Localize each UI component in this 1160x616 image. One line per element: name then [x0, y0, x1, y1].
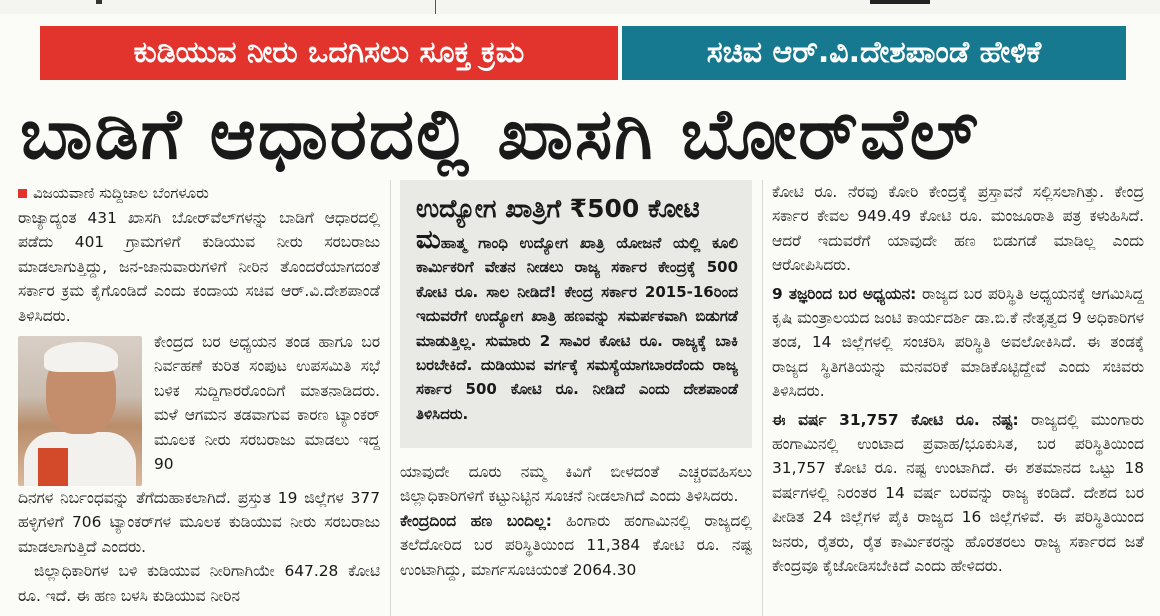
paragraph — [400, 509, 752, 582]
previous-page-strip — [0, 0, 1160, 14]
paragraph: ಜಿಲ್ಲಾಧಿಕಾರಿಗಳ ಬಳಿ ಕುಡಿಯುವ ನೀರಿಗಾಗಿಯೇ 647.28 ಕೋಟಿ ರೂ. ಇದೆ. ಈ ಹಣ ಬಳಸಿ ಕುಡಿಯುವ ನೀರಿನ — [18, 562, 380, 605]
column-rule — [435, 0, 436, 14]
byline — [18, 180, 380, 206]
column-divider — [390, 180, 391, 616]
subheading: ಈ ವರ್ಷ 31,757 ಕೋಟಿ ರೂ. ನಷ್ಟ: — [772, 410, 1019, 429]
strip-mark — [96, 0, 102, 4]
box-text — [416, 225, 739, 426]
box-title: ಉದ್ಯೋಗ ಖಾತ್ರಿಗೆ ₹500 ಕೋಟಿ — [416, 194, 700, 223]
bullet-square-icon — [18, 189, 27, 198]
paragraph-body: ರಾಜ್ಯದ ಬರ ಪರಿಸ್ಥಿತಿ ಅಧ್ಯಯನಕ್ಕೆ ಆಗಮಿಸಿದ್ದ ಕೃಷಿ ಮಂತ್ರಾಲಯದ ಜಂಟಿ ಕಾರ್ಯದರ್ಶಿ ಡಾ.ಬಿ.ಕೆ ನೇತೃತ್ವದ 9 ಅಧಿಕಾರಿಗಳ ತಂಡ, 14 ಜಿಲ್ಲೆಗಳಲ್ಲಿ ಸಂಚರಿಸಿ ಪರಿಸ್ಥಿತಿ ಅವಲೋಕಿಸಿದೆ. ಈ ತಂಡಕ್ಕೆ ರಾಜ್ಯದ ಸ್ಥಿತಿಗತಿಯನ್ನು ಮನವರಿಕೆ ಮಾಡಿಕೊಟ್ಟಿದ್ದೇವೆ ಎಂದು ಸಚಿವರು ತಿಳಿಸಿದರು. — [772, 284, 1144, 401]
paragraph: ದಿನಗಳ ನಿರ್ಬಂಧವನ್ನು ತೆಗೆದುಹಾಕಲಾಗಿದೆ. ಪ್ರಸ್ತುತ 19 ಜಿಲ್ಲೆಗಳ 377 ಹಳ್ಳಿಗಳಿಗೆ 706 ಟ್ಯಾಂಕರ್‌ಗಳ ಮೂಲಕ ಕುಡಿಯುವ ನೀರು ಸರಬರಾಜು ಮಾಡಲಾಗುತ್ತಿದೆ ಎಂದರು. — [18, 489, 380, 556]
photo-scarf — [38, 448, 68, 486]
byline-text: ವಿಜಯವಾಣಿ ಸುದ್ದಿಜಾಲ ಬೆಂಗಳೂರು — [33, 183, 209, 202]
column-1 — [18, 180, 380, 608]
paragraph — [772, 282, 1144, 404]
box-body: ಹಾತ್ಮ ಗಾಂಧಿ ಉದ್ಯೋಗ ಖಾತ್ರಿ ಯೋಜನೆ ಯಲ್ಲಿ ಕೂಲಿ ಕಾರ್ಮಿಕರಿಗೆ ವೇತನ ನೀಡಲು ರಾಜ್ಯ ಸರ್ಕಾರ ಕೇಂದ್ರಕ್ಕೆ 500 ಕೋಟಿ ರೂ. ಸಾಲ ನೀಡಿದೆ! ಕೇಂದ್ರ ಸರ್ಕಾರ 2015-16ರಿಂದ ಇದುವರೆಗೆ ಉದ್ಯೋಗ ಖಾತ್ರಿ ಹಣವನ್ನು ಸಮರ್ಪಕವಾಗಿ ಬಿಡುಗಡೆ ಮಾಡುತ್ತಿಲ್ಲ. ಸುಮಾರು 2 ಸಾವಿರ ಕೋಟಿ ರೂ. ರಾಜ್ಯಕ್ಕೆ ಬಾಕಿ ಬರಬೇಕಿದೆ. ದುಡಿಯುವ ವರ್ಗಕ್ಕೆ ಸಮಸ್ಯೆಯಾಗಬಾರದೆಂದು ರಾಜ್ಯ ಸರ್ಕಾರ 500 ಕೋಟಿ ರೂ. ನೀಡಿದೆ ಎಂದು ದೇಶಪಾಂಡೆ ತಿಳಿಸಿದರು. — [416, 234, 739, 423]
paragraph: ಕೋಟಿ ರೂ. ನೆರವು ಕೋರಿ ಕೇಂದ್ರಕ್ಕೆ ಪ್ರಸ್ತಾವನೆ ಸಲ್ಲಿಸಲಾಗಿತ್ತು. ಕೇಂದ್ರ ಸರ್ಕಾರ ಕೇವಲ 949.49 ಕೋಟಿ ರೂ. ಮಂಜೂರಾತಿ ಪತ್ರ ಕಳುಹಿಸಿದೆ. ಆದರೆ ಇದುವರೆಗೆ ಯಾವುದೇ ಹಣ ಬಿಡುಗಡೆ ಮಾಡಿಲ್ಲ ಎಂದು ಆರೋಪಿಸಿದರು. — [772, 183, 1144, 275]
photo-wrap — [18, 330, 380, 486]
column-2 — [400, 180, 752, 582]
paragraph: ರಾಜ್ಯಾದ್ಯಂತ 431 ಖಾಸಗಿ ಬೋರ್‌ವೆಲ್‌ಗಳನ್ನು ಬಾಡಿಗೆ ಆಧಾರದಲ್ಲಿ ಪಡೆದು 401 ಗ್ರಾಮಗಳಿಗೆ ಕುಡಿಯುವ ನೀರು ಸರಬರಾಜು ಮಾಡಲಾಗುತ್ತಿದ್ದು, ಜನ-ಜಾನುವಾರುಗಳಿಗೆ ನೀರಿನ ತೊಂದರೆಯಾಗದಂತೆ ಸರ್ಕಾರ ಕ್ರಮ ಕೈಗೊಂಡಿದೆ ಎಂದು ಕಂದಾಯ ಸಚಿವ ಆರ್.ವಿ.ದೇಶಪಾಂಡೆ ತಿಳಿಸಿದರು. — [18, 209, 380, 325]
drop-cap: ಮ — [416, 225, 441, 255]
paragraph-body: ಹಿಂಗಾರು ಹಂಗಾಮಿನಲ್ಲಿ ರಾಜ್ಯದಲ್ಲಿ ತಲೆದೋರಿದ ಬರ ಪರಿಸ್ಥಿತಿಯಿಂದ 11,384 ಕೋಟಿ ರೂ. ನಷ್ಟ ಉಂಟಾಗಿದ್ದು, ಮಾರ್ಗಸೂಚಿಯಂತೆ 2064.30 — [400, 511, 752, 579]
minister-photo — [18, 336, 142, 486]
kicker-right: ಸಚಿವ ಆರ್.ವಿ.ದೇಶಪಾಂಡೆ ಹೇಳಿಕೆ — [622, 26, 1126, 80]
paragraph — [772, 408, 1144, 579]
column-2-text — [400, 460, 752, 582]
paragraph: ಕೇಂದ್ರದ ಬರ ಅಧ್ಯಯನ ತಂಡ ಹಾಗೂ ಬರ ನಿರ್ವಹಣೆ ಕುರಿತ ಸಂಪುಟ ಉಪಸಮಿತಿ ಸಭೆ ಬಳಿಕ ಸುದ್ದಿಗಾರರೊಂದಿಗೆ ಮಾತನಾಡಿದರು. ಮಳೆ ಆಗಮನ ತಡವಾಗುವ ಕಾರಣ ಟ್ಯಾಂಕರ್ ಮೂಲಕ ನೀರು ಸರಬರಾಜು ಮಾಡಲು ಇದ್ದ 90 — [154, 333, 380, 474]
headline: ಬಾಡಿಗೆ ಆಧಾರದಲ್ಲಿ ಖಾಸಗಿ ಬೋರ್‌ವೆಲ್ — [20, 93, 980, 175]
sidebar-box — [400, 180, 752, 448]
subheading: 9 ತಜ್ಞರಿಂದ ಬರ ಅಧ್ಯಯನ: — [772, 284, 917, 303]
photo-hair — [44, 342, 118, 372]
paragraph: ಯಾವುದೇ ದೂರು ನಮ್ಮ ಕಿವಿಗೆ ಬೀಳದಂತೆ ಎಚ್ಚರವಹಿಸಲು ಜಿಲ್ಲಾಧಿಕಾರಿಗಳಿಗೆ ಕಟ್ಟುನಿಟ್ಟಿನ ಸೂಚನೆ ನೀಡಲಾಗಿದೆ ಎಂದು ತಿಳಿಸಿದರು. — [400, 463, 752, 506]
column-divider — [762, 180, 763, 616]
kicker-left: ಕುಡಿಯುವ ನೀರು ಒದಗಿಸಲು ಸೂಕ್ತ ಕ್ರಮ — [40, 26, 618, 80]
column-3 — [772, 180, 1144, 583]
subheading: ಕೇಂದ್ರದಿಂದ ಹಣ ಬಂದಿಲ್ಲ: — [400, 511, 552, 530]
paragraph-body: ರಾಜ್ಯದಲ್ಲಿ ಮುಂಗಾರು ಹಂಗಾಮಿನಲ್ಲಿ ಉಂಟಾದ ಪ್ರವಾಹ/ಭೂಕುಸಿತ, ಬರ ಪರಿಸ್ಥಿತಿಯಿಂದ 31,757 ಕೋಟಿ ರೂ. ನಷ್ಟ ಉಂಟಾಗಿದೆ. ಈ ಶತಮಾನದ ಒಟ್ಟು 18 ವರ್ಷಗಳಲ್ಲಿ ನಿರಂತರ 14 ವರ್ಷ ಬರವನ್ನು ರಾಜ್ಯ ಕಂಡಿದೆ. ದೇಶದ ಬರ ಪೀಡಿತ 24 ಜಿಲ್ಲೆಗಳ ಪೈಕಿ ರಾಜ್ಯದ 16 ಜಿಲ್ಲೆಗಳಿವೆ. ಈ ಪರಿಸ್ಥಿತಿಯಿಂದ ಜನರು, ರೈತರು, ರೈತ ಕಾರ್ಮಿಕರನ್ನು ಹೊರತರಲು ರಾಜ್ಯ ಸರ್ಕಾರದ ಜತೆ ಕೇಂದ್ರವೂ ಕೈಜೋಡಿಸಬೇಕಿದೆ ಎಂದು ಹೇಳಿದರು. — [772, 410, 1145, 576]
strip-mark — [870, 0, 930, 4]
